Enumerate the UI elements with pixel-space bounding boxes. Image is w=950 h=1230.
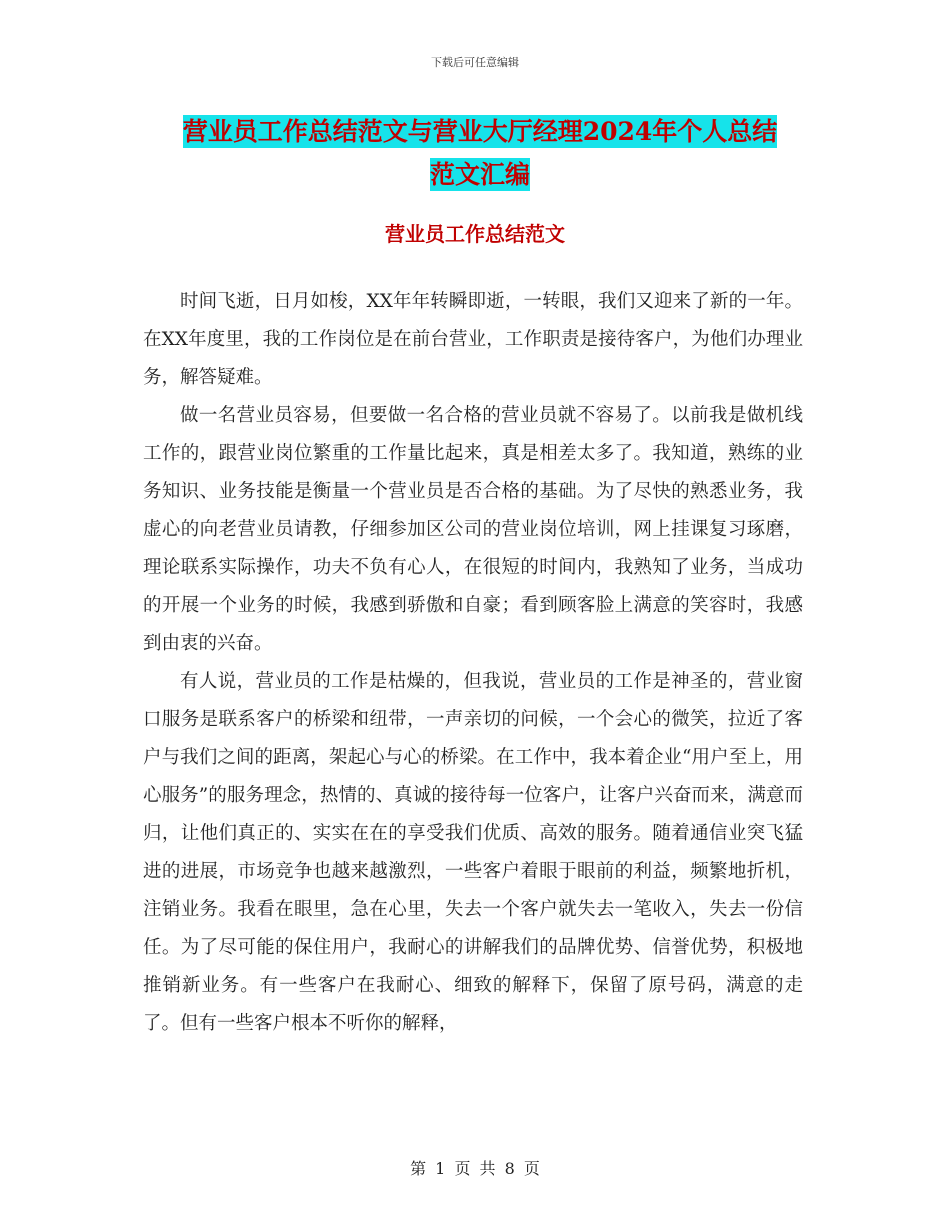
document-title-line-1: 营业员工作总结范文与营业大厅经理2024年个人总结 — [182, 117, 778, 146]
paragraph: 时间飞逝，日月如梭，XX年年转瞬即逝，一转眼，我们又迎来了新的一年。在XX年度里，我的工作岗位是在前台营业，工作职责是接待客户，为他们办理业务，解答疑难。 — [143, 291, 803, 388]
document-title-line-2: 范文汇编 — [429, 160, 530, 189]
header-note: 下载后可任意编辑 — [431, 56, 519, 69]
paragraph: 做一名营业员容易，但要做一名合格的营业员就不容易了。以前我是做机线工作的，跟营业岗位繁重的工作量比起来，真是相差太多了。我知道，熟练的业务知识、业务技能是衡量一个营业员是否合格的基础。为了尽快的熟悉业务，我虚心的向老营业员请教，仔细参加区公司的营业岗位培训，网上挂课复习琢磨，理论联系实际操作，功夫不负有心人，在很短的时间内，我熟知了业务，当成功的开展一个业务的时候，我感到骄傲和自豪；看到顾客脸上满意的笑容时，我感到由衷的兴奋。 — [143, 405, 803, 654]
body-text — [143, 283, 803, 1043]
page-footer: 第 1 页 共 8 页 — [410, 1159, 540, 1178]
document-title — [140, 110, 820, 196]
section-title: 营业员工作总结范文 — [385, 222, 565, 246]
paragraph: 有人说，营业员的工作是枯燥的，但我说，营业员的工作是神圣的，营业窗口服务是联系客户的桥梁和纽带，一声亲切的问候，一个会心的微笑，拉近了客户与我们之间的距离，架起心与心的桥梁。在工作中，我本着企业“用户至上，用心服务”的服务理念，热情的、真诚的接待每一位客户，让客户兴奋而来，满意而归，让他们真正的、实实在在的享受我们优质、高效的服务。随着通信业突飞猛进的进展，市场竞争也越来越激烈，一些客户着眼于眼前的利益，频繁地折机，注销业务。我看在眼里，急在心里，失去一个客户就失去一笔收入，失去一份信任。为了尽可能的保住用户，我耐心的讲解我们的品牌优势、信誉优势，积极地推销新业务。有一些客户在我耐心、细致的解释下，保留了原号码，满意的走了。但有一些客户根本不听你的解释， — [143, 671, 803, 1034]
